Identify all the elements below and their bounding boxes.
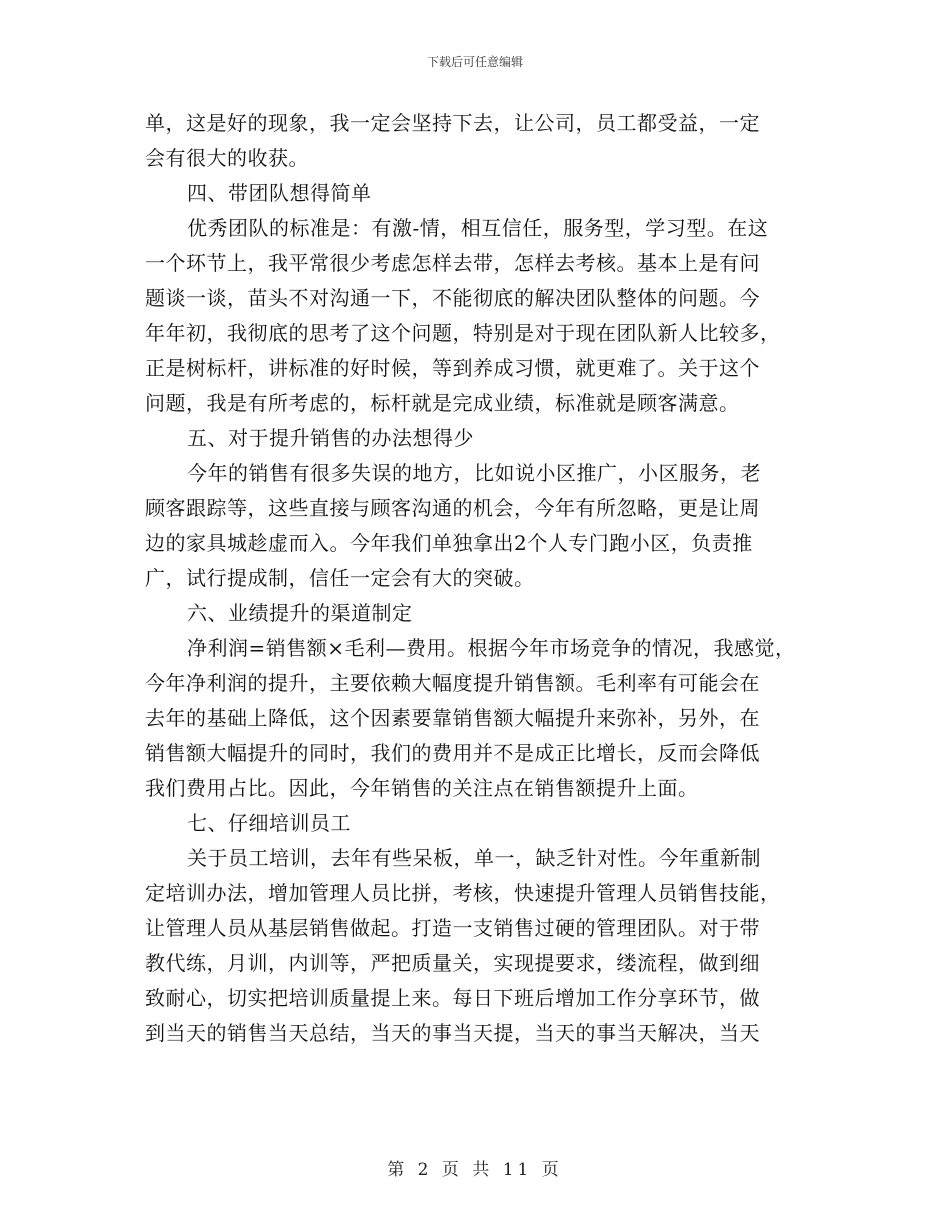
text-line: 问题，我是有所考虑的，标杆就是完成业绩，标准就是顾客满意。 xyxy=(145,391,740,415)
paragraph-start: 关于员工培训，去年有些呆板，单一，缺乏针对性。今年重新制 xyxy=(187,846,761,870)
text-line: 会有很大的收获。 xyxy=(145,146,309,170)
paragraph-start: 优秀团队的标准是：有激-情，相互信任，服务型，学习型。在这 xyxy=(187,216,769,240)
page-header: 下载后可任意编辑 xyxy=(426,55,523,69)
page-footer: 第 2 页 共 11 页 xyxy=(387,1160,563,1180)
section-heading: 四、带团队想得简单 xyxy=(187,181,372,205)
text-line: 销售额大幅提升的同时，我们的费用并不是成正比增长，反而会降低 xyxy=(145,741,760,765)
text-line: 去年的基础上降低，这个因素要靠销售额大幅提升来弥补，另外，在 xyxy=(145,706,760,730)
text-line: 题谈一谈，苗头不对沟通一下，不能彻底的解决团队整体的问题。今 xyxy=(145,286,760,310)
text-line: 教代练，月训，内训等，严把质量关，实现提要求，缕流程，做到细 xyxy=(145,951,760,975)
text-line: 广，试行提成制，信任一定会有大的突破。 xyxy=(145,566,535,590)
text-line: 今年净利润的提升，主要依赖大幅度提升销售额。毛利率有可能会在 xyxy=(145,671,760,695)
text-line: 边的家具城趁虚而入。今年我们单独拿出2个人专门跑小区，负责推 xyxy=(145,531,753,555)
section-heading: 七、仔细培训员工 xyxy=(187,811,351,835)
section-heading: 五、对于提升销售的办法想得少 xyxy=(187,426,474,450)
paragraph-start: 净利润=销售额×毛利—费用。根据今年市场竞争的情况，我感觉， xyxy=(187,636,796,660)
text-line: 正是树标杆，讲标准的好时候，等到养成习惯，就更难了。关于这个 xyxy=(145,356,760,380)
text-line: 年年初，我彻底的思考了这个问题，特别是对于现在团队新人比较多， xyxy=(145,321,781,345)
text-line: 单，这是好的现象，我一定会坚持下去，让公司，员工都受益，一定 xyxy=(145,111,760,135)
text-line: 我们费用占比。因此，今年销售的关注点在销售额提升上面。 xyxy=(145,776,699,800)
text-line: 顾客跟踪等，这些直接与顾客沟通的机会，今年有所忽略，更是让周 xyxy=(145,496,760,520)
text-line: 定培训办法，增加管理人员比拼，考核，快速提升管理人员销售技能， xyxy=(145,881,781,905)
paragraph-start: 今年的销售有很多失误的地方，比如说小区推广，小区服务，老 xyxy=(187,461,761,485)
text-line: 让管理人员从基层销售做起。打造一支销售过硬的管理团队。对于带 xyxy=(145,916,760,940)
section-heading: 六、业绩提升的渠道制定 xyxy=(187,601,413,625)
text-line: 致耐心，切实把培训质量提上来。每日下班后增加工作分享环节，做 xyxy=(145,986,760,1010)
text-line: 一个环节上，我平常很少考虑怎样去带，怎样去考核。基本上是有问 xyxy=(145,251,760,275)
text-line: 到当天的销售当天总结，当天的事当天提，当天的事当天解决，当天 xyxy=(145,1021,760,1045)
document-body xyxy=(145,106,825,1051)
